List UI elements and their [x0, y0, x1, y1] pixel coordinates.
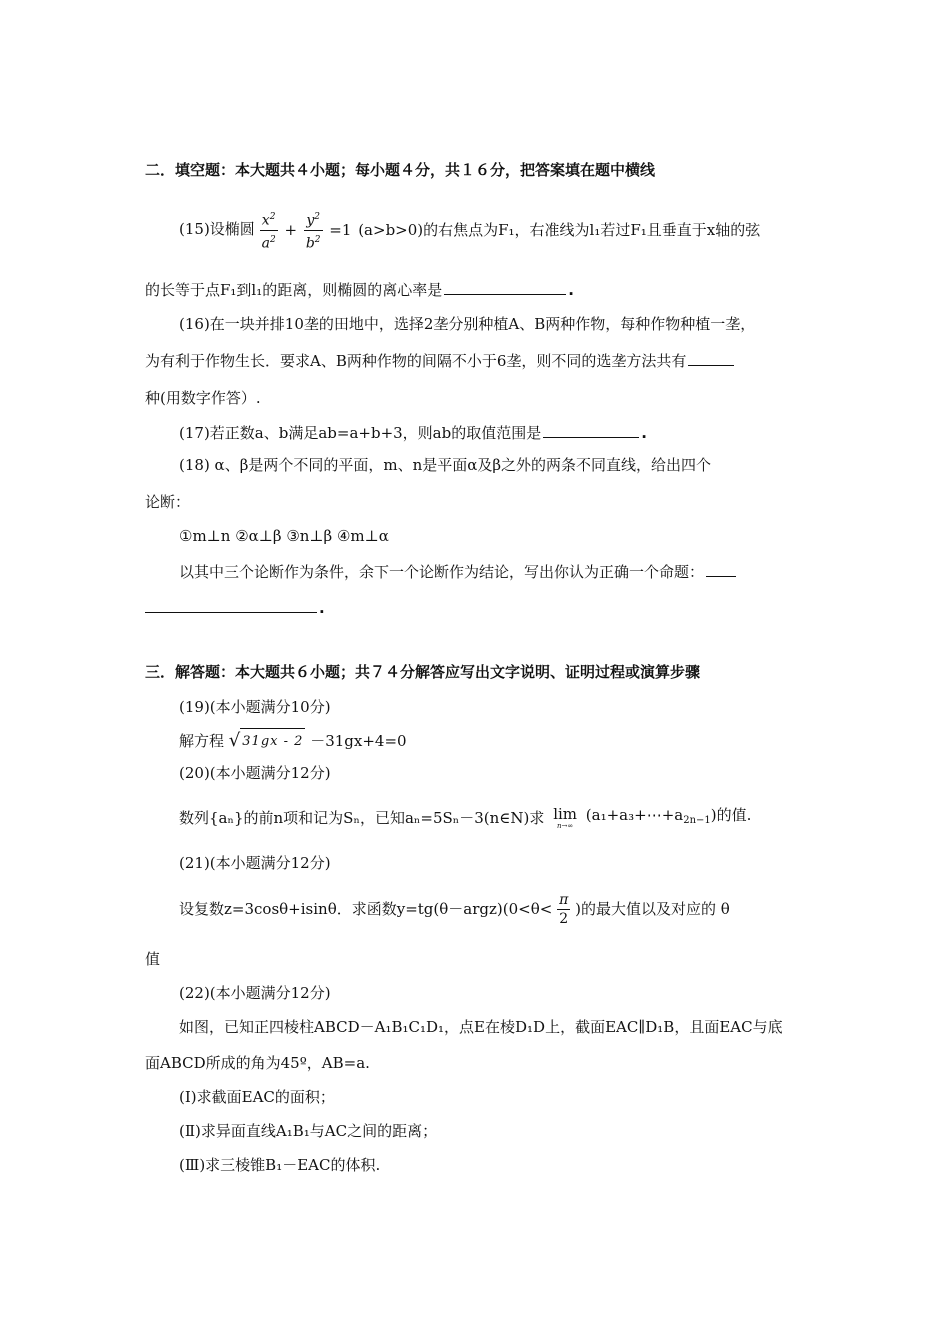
q22-part2: (Ⅱ)求异面直线A₁B₁与AC之间的距离；: [179, 1122, 438, 1140]
q20-lim-word: lim: [553, 805, 578, 823]
q16-line1: (16)在一块并排10垄的田地中，选择2垄分别种植A、B两种作物，每种作物种植一垄，: [179, 315, 756, 333]
q21-text: 设复数z=3cosθ+isinθ．求函数y=tg(θ－argz)(0<θ<: [179, 900, 553, 918]
q18-line2: 论断：: [145, 493, 191, 511]
q22-part3: (Ⅲ)求三棱锥B₁－EAC的体积.: [179, 1156, 381, 1174]
q15-suffix: (a>b>0)的右焦点为F₁，右准线为l₁若过F₁且垂直于x轴的弦: [358, 221, 761, 239]
q21-line2: 值: [145, 950, 161, 968]
q16-line2: [145, 351, 736, 371]
sqrt-icon: √: [228, 730, 241, 752]
q18-options: ①m⊥n ②α⊥β ③n⊥β ④m⊥α: [179, 527, 389, 545]
q22-line2: 面ABCD所成的角为45º，AB=a.: [145, 1054, 370, 1072]
q19-equation: [179, 727, 407, 755]
q15-frac1-den: a: [261, 235, 270, 252]
q16-line3: 种(用数字作答）.: [145, 389, 261, 407]
section3-heading: 三．解答题：本大题共６小题；共７４分解答应写出文字说明、证明过程或演算步骤: [145, 663, 701, 681]
q19-sqrt: [229, 727, 306, 755]
q15-line1: [179, 207, 760, 252]
q15-frac2-den: b: [305, 235, 315, 252]
q20-limit: [553, 806, 577, 830]
q21-frac-den: 2: [559, 910, 569, 927]
q15-answer-blank[interactable]: [444, 280, 566, 295]
q18-answer-blank-a[interactable]: [706, 562, 736, 577]
q17-end: .: [641, 424, 647, 442]
q15-line2: [145, 280, 574, 300]
q18-line4-text: 以其中三个论断作为条件，余下一个论断作为结论，写出你认为正确一个命题：: [179, 563, 705, 581]
q18-line1: (18) α、β是两个不同的平面，m、n是平面α及β之外的两条不同直线，给出四个: [179, 456, 712, 474]
section2-heading: 二．填空题：本大题共４小题；每小题４分，共１６分，把答案填在题中横线: [145, 161, 656, 179]
q21-frac-num: π: [559, 891, 569, 908]
q19-label: (19)(本小题满分10分): [179, 698, 331, 716]
q15-fraction-x-over-a: $\frac{x^2}{a^2}$: [260, 208, 278, 252]
q15-end: .: [568, 281, 574, 299]
q18-end: .: [319, 599, 325, 617]
q21-text2: )的最大值以及对应的 θ: [575, 900, 730, 918]
q17-answer-blank[interactable]: [543, 423, 639, 438]
q15-eq: =1: [329, 221, 352, 239]
q15-frac2-num: y: [306, 212, 315, 229]
q17-text: (17)若正数a、b满足ab=a+b+3，则ab的取值范围是: [179, 424, 542, 442]
q15-plus: +: [284, 221, 298, 239]
q15-frac1-num: x: [261, 212, 270, 229]
q15-fraction-y-over-b: $\frac{y^2}{b^2}$: [304, 208, 323, 252]
q18-line5: [145, 598, 325, 618]
q20-label: (20)(本小题满分12分): [179, 764, 331, 782]
q18-line4: [179, 562, 738, 582]
q19-radicand: 31gx - 2: [240, 728, 305, 755]
q21-question: [179, 888, 730, 929]
q20-sum-sub: 2n−1: [683, 815, 711, 826]
q20-lim-sub: n→∞: [556, 822, 574, 830]
q20-end: )的值.: [710, 806, 752, 824]
q15-line2-text: 的长等于点F₁到l₁的距离，则椭圆的离心率是: [145, 281, 443, 299]
q19-prefix: 解方程: [179, 732, 225, 750]
q21-fraction-pi-over-2: [557, 891, 570, 928]
q20-text: 数列{aₙ}的前n项和记为Sₙ，已知aₙ=5Sₙ－3(n∈N)求: [179, 809, 545, 827]
q15-prefix: (15)设椭圆: [179, 220, 255, 238]
q16-answer-blank[interactable]: [688, 351, 734, 366]
q22-label: (22)(本小题满分12分): [179, 984, 331, 1002]
q16-line2-text: 为有利于作物生长．要求A、B两种作物的间隔不小于6垄，则不同的选垄方法共有: [145, 352, 687, 370]
q20-sum: (a₁+a₃+⋯+a: [585, 806, 684, 824]
q17-line: [179, 423, 647, 443]
q21-label: (21)(本小题满分12分): [179, 854, 331, 872]
q20-question: [179, 797, 751, 839]
q22-part1: (Ⅰ)求截面EAC的面积；: [179, 1088, 335, 1106]
q19-suffix: －31gx+4=0: [310, 732, 407, 750]
q18-answer-blank-b[interactable]: [145, 598, 317, 613]
q22-line1: 如图，已知正四棱柱ABCD－A₁B₁C₁D₁，点E在棱D₁D上，截面EAC∥D₁B，且面EAC与底: [179, 1018, 783, 1036]
